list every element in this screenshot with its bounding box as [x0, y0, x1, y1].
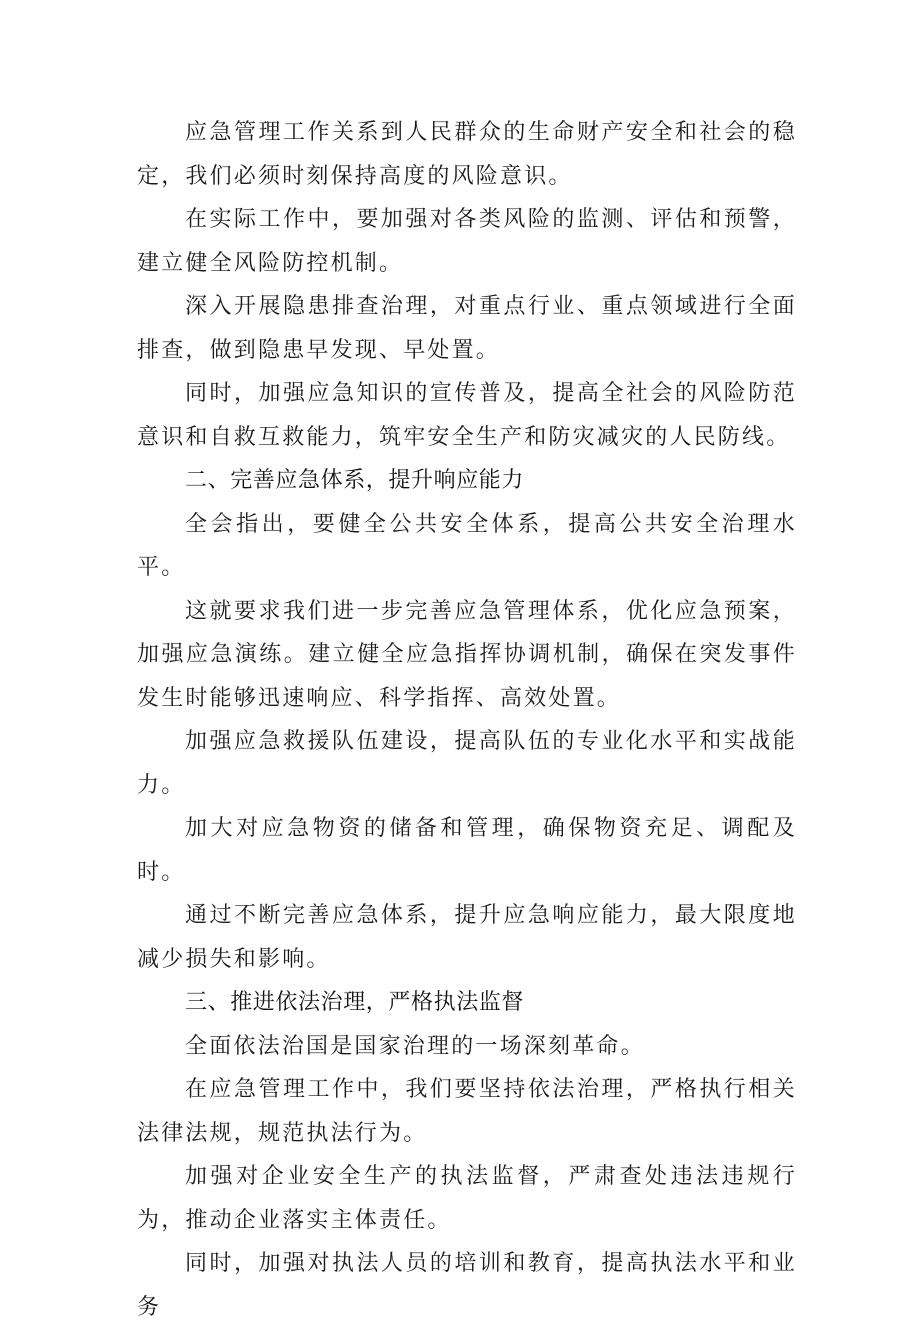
paragraph: 通过不断完善应急体系，提升应急响应能力，最大限度地减少损失和影响。 — [137, 903, 797, 972]
paragraph: 全面依法治国是国家治理的一场深刻革命。 — [185, 1033, 645, 1059]
section-heading: 三、推进依法治理，严格执法监督 — [185, 990, 525, 1015]
paragraph: 加强应急救援队伍建设，提高队伍的专业化水平和实战能力。 — [137, 729, 797, 798]
paragraph: 加强对企业安全生产的执法监督，严肃查处违法违规行为，推动企业落实主体责任。 — [137, 1164, 797, 1233]
paragraph: 这就要求我们进一步完善应急管理体系，优化应急预案，加强应急演练。建立健全应急指挥协调机制，确保在突发事件发生时能够迅速响应、科学指挥、高效处置。 — [137, 598, 797, 711]
paragraph: 在实际工作中，要加强对各类风险的监测、评估和预警，建立健全风险防控机制。 — [137, 207, 797, 276]
section-heading: 二、完善应急体系，提升响应能力 — [185, 468, 525, 493]
paragraph: 同时，加强应急知识的宣传普及，提高全社会的风险防范意识和自救互救能力，筑牢安全生产和防灾减灾的人民防线。 — [137, 381, 797, 450]
document-body — [137, 111, 797, 1329]
paragraph: 在应急管理工作中，我们要坚持依法治理，严格执行相关法律法规，规范执法行为。 — [137, 1077, 797, 1146]
paragraph: 应急管理工作关系到人民群众的生命财产安全和社会的稳定，我们必须时刻保持高度的风险意识。 — [137, 120, 797, 189]
paragraph: 深入开展隐患排查治理，对重点行业、重点领域进行全面排查，做到隐患早发现、早处置。 — [137, 294, 797, 363]
paragraph: 加大对应急物资的储备和管理，确保物资充足、调配及时。 — [137, 816, 797, 885]
paragraph: 同时，加强对执法人员的培训和教育，提高执法水平和业务 — [137, 1251, 797, 1320]
paragraph: 全会指出，要健全公共安全体系，提高公共安全治理水平。 — [137, 511, 797, 580]
